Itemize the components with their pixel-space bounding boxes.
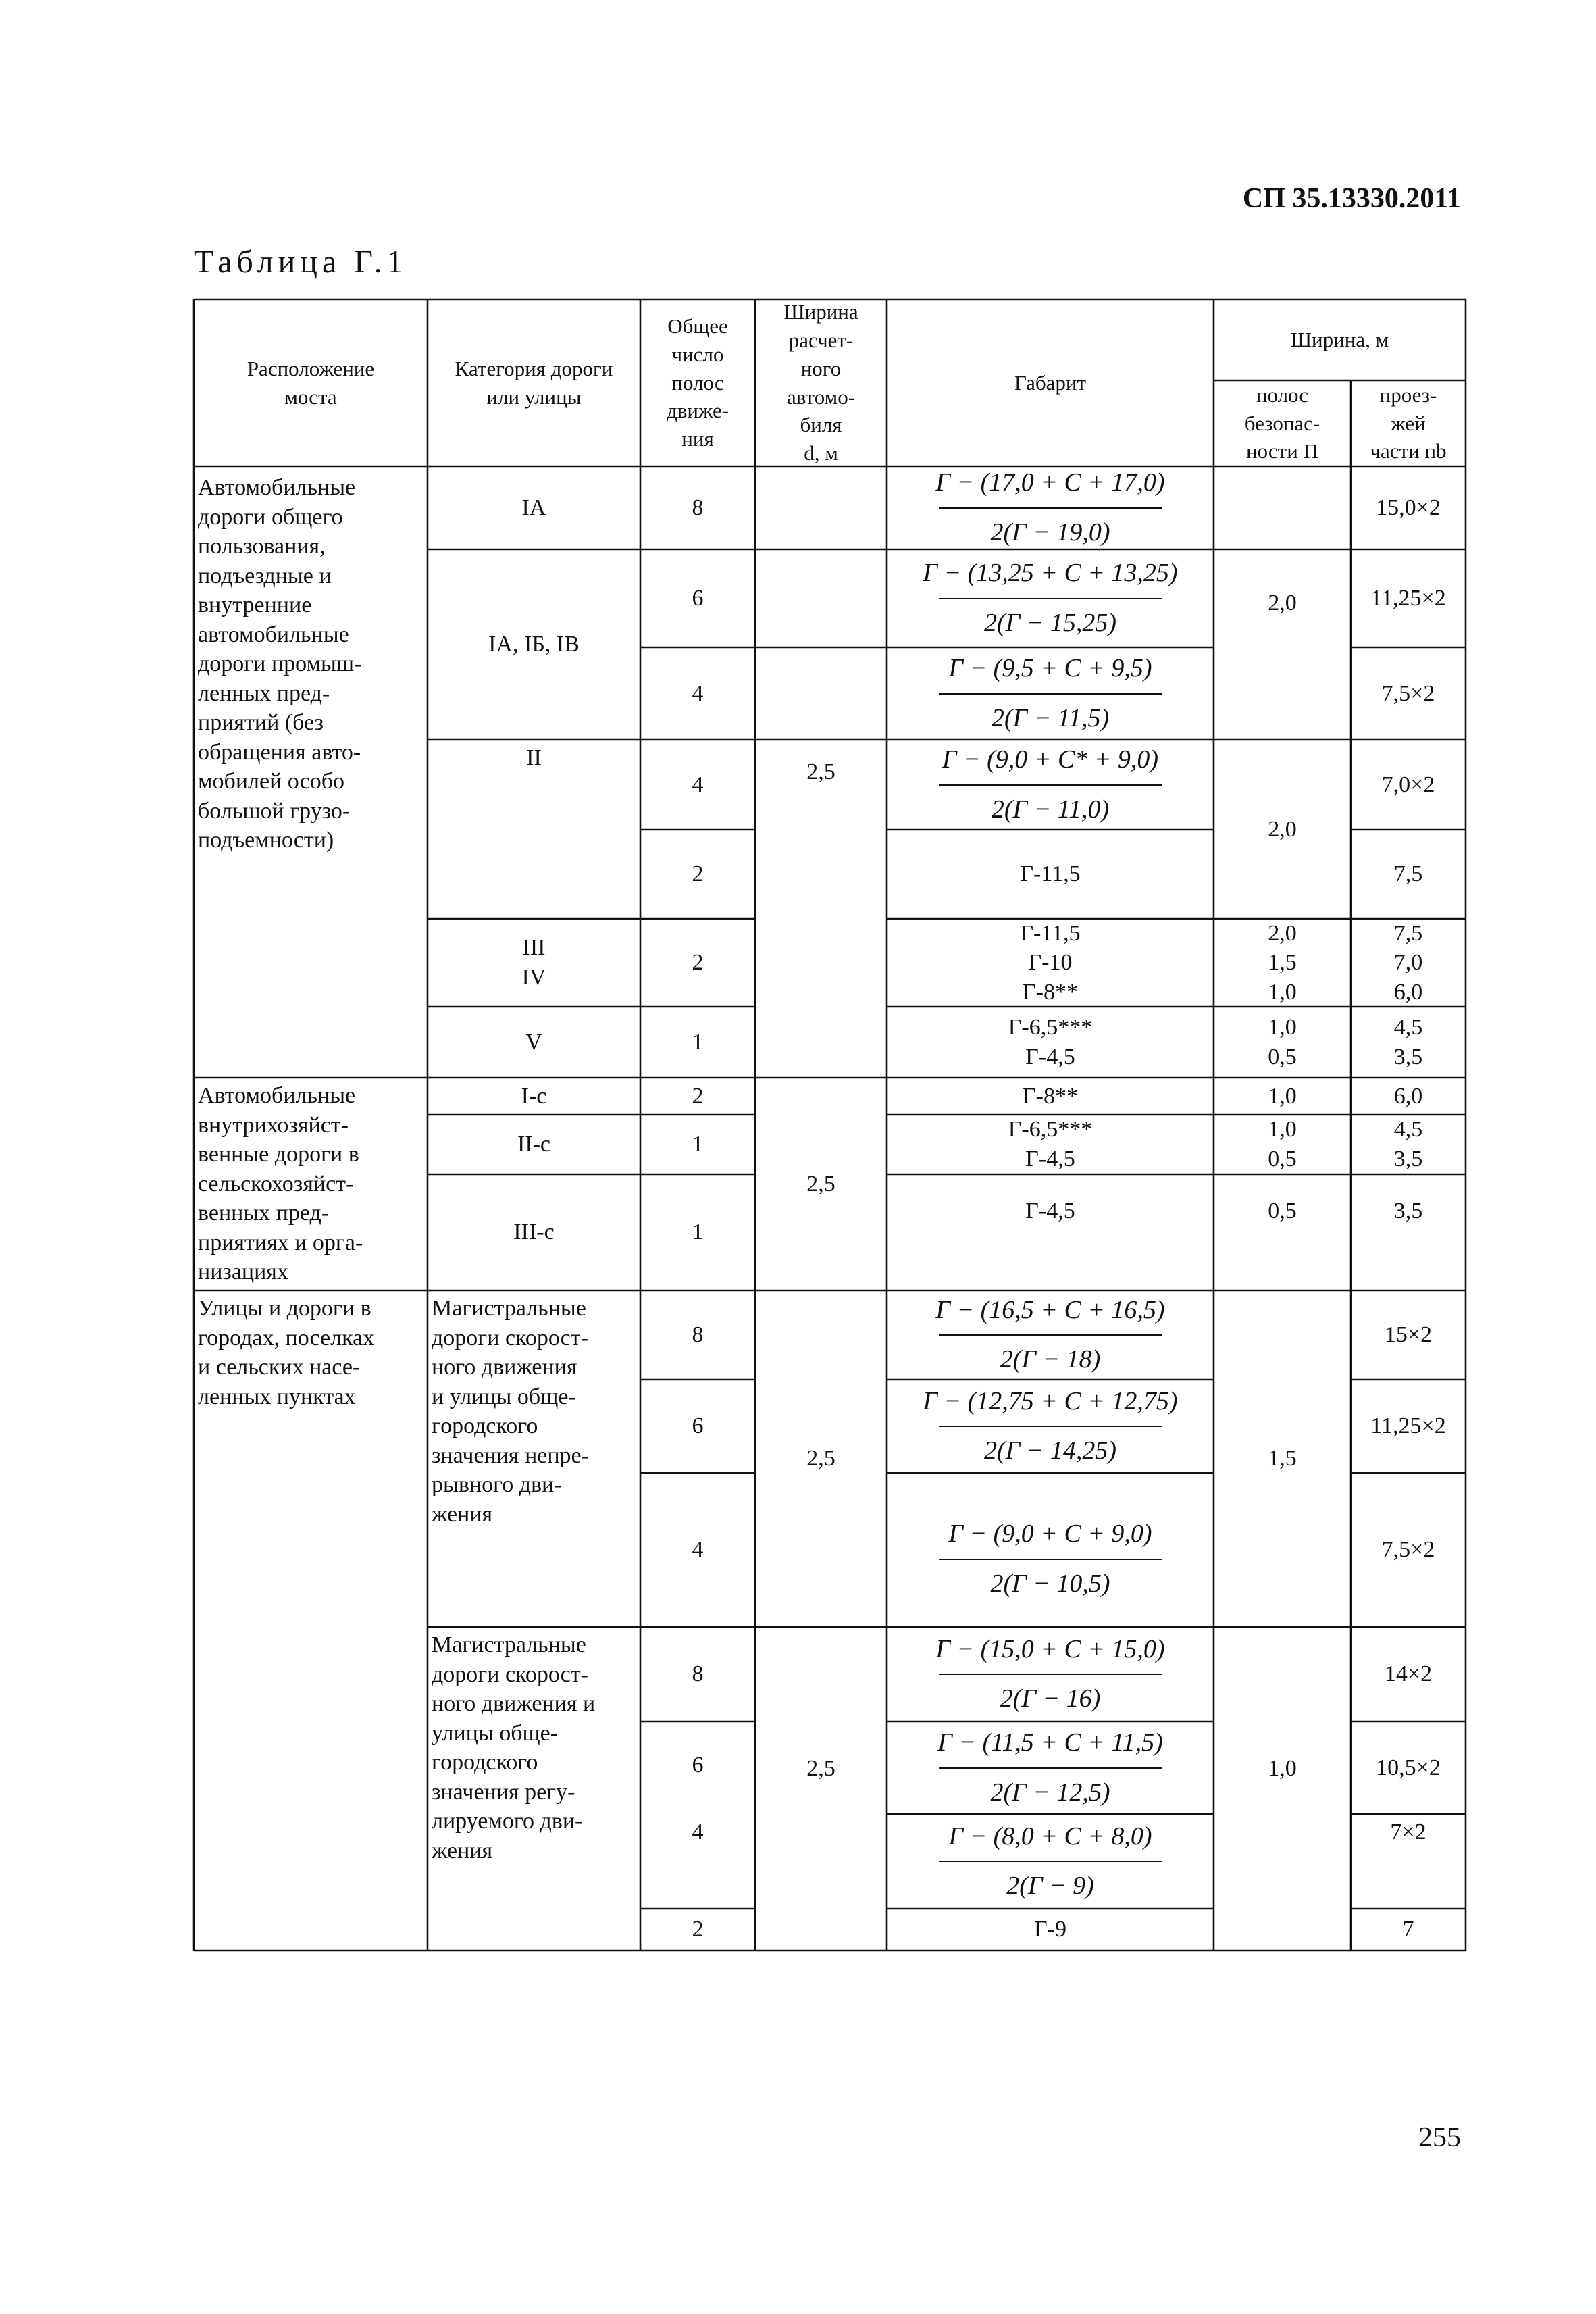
- row6-gabarit: Г-11,5 Г-10 Г-8**: [1020, 920, 1081, 1005]
- row17-lanes: 2: [692, 1917, 704, 1942]
- formula-numerator: Г − (15,0 + С + 15,0): [935, 1634, 1165, 1663]
- row7-category: V: [525, 1029, 542, 1055]
- group3a-car-width: 2,5: [806, 1446, 835, 1472]
- formula-denominator: 2(Г − 18): [1000, 1345, 1101, 1374]
- row4-category: II: [526, 745, 542, 770]
- row1-gabarit-formula: [887, 466, 1214, 549]
- fraction-bar: [939, 1334, 1161, 1336]
- formula-denominator: 2(Г − 11,0): [991, 795, 1110, 824]
- formula-numerator: Г − (9,5 + С + 9,5): [948, 654, 1152, 682]
- row7-gabarit: Г-6,5*** Г-4,5: [1008, 1014, 1093, 1070]
- row7-lanes: 1: [692, 1029, 704, 1055]
- formula-numerator: Г − (17,0 + С + 17,0): [935, 468, 1165, 497]
- row2-category: IA, IБ, IB: [488, 632, 580, 657]
- group1-location: Автомобильные дороги общего пользования, подъездные и внутренние автомобильные дороги промыш- ленных пред- приятий (без обращения авто- мобилей особо большой грузо- подъемности): [198, 475, 362, 853]
- row14-carriageway: 14×2: [1384, 1661, 1433, 1687]
- header-width-group: Ширина, м: [1290, 328, 1389, 352]
- row2-carriageway: 11,25×2: [1370, 585, 1446, 611]
- group3-location: Улицы и дороги в городах, поселках и сельских насе- ленных пунктах: [198, 1296, 375, 1409]
- row4-lanes: 4: [692, 772, 704, 797]
- formula-numerator: Г − (12,75 + С + 12,75): [923, 1386, 1178, 1415]
- formula-denominator: 2(Г − 15,25): [983, 608, 1117, 637]
- row16-gabarit-formula: [887, 1814, 1214, 1909]
- group2-car-width: 2,5: [806, 1171, 835, 1197]
- row17-carriageway: 7: [1402, 1917, 1414, 1942]
- formula-denominator: 2(Г − 19,0): [990, 518, 1110, 547]
- row9-category: II-c: [517, 1132, 551, 1157]
- row6-lanes: 2: [692, 950, 704, 976]
- formula-denominator: 2(Г − 12,5): [990, 1778, 1110, 1807]
- fraction-bar: [939, 1426, 1161, 1427]
- fraction-bar: [939, 784, 1161, 786]
- row14-lanes: 8: [692, 1661, 704, 1687]
- group1-car-width: 2,5: [806, 759, 835, 784]
- row13-carriageway: 7,5×2: [1381, 1537, 1435, 1563]
- formula-numerator: Г − (9,0 + С* + 9,0): [942, 745, 1159, 774]
- header-car-width: Ширина расчет- ного автомо- биля d, м: [783, 299, 858, 466]
- group3a-safety: 1,5: [1268, 1446, 1297, 1472]
- row9-lanes: 1: [692, 1132, 704, 1157]
- fraction-bar: [939, 1674, 1161, 1675]
- group3b-category: Магистральные дороги скорост- ного движения и улицы обще- городского значения регу- лируемого дви- жения: [432, 1632, 596, 1863]
- row9-gabarit: Г-6,5*** Г-4,5: [1008, 1117, 1093, 1172]
- formula-numerator: Г − (9,0 + С + 9,0): [948, 1519, 1152, 1548]
- formula-denominator: 2(Г − 14,25): [983, 1436, 1117, 1465]
- row5-lanes: 2: [692, 861, 704, 887]
- row16-lanes: 4: [692, 1819, 704, 1844]
- row2-lanes: 6: [692, 585, 704, 611]
- row1-category: IA: [521, 495, 546, 520]
- row11-lanes: 8: [692, 1322, 704, 1348]
- formula-numerator: Г − (13,25 + С + 13,25): [923, 559, 1178, 587]
- row15-carriageway: 10,5×2: [1376, 1755, 1441, 1780]
- row5-carriageway: 7,5: [1393, 861, 1423, 887]
- row12-gabarit-formula: [887, 1380, 1214, 1473]
- row10-safety: 0,5: [1268, 1199, 1297, 1224]
- row6-carriageway: 7,5 7,0 6,0: [1393, 920, 1423, 1005]
- formula-numerator: Г − (11,5 + С + 11,5): [937, 1728, 1163, 1757]
- row3-carriageway: 7,5×2: [1381, 680, 1435, 706]
- formula-numerator: Г − (8,0 + С + 8,0): [948, 1821, 1152, 1851]
- row13-gabarit-formula: [887, 1500, 1214, 1618]
- row7-carriageway: 4,5 3,5: [1393, 1014, 1423, 1070]
- row16-carriageway: 7×2: [1390, 1819, 1426, 1844]
- group2-location: Автомобильные внутрихозяйст- венные дороги в сельскохозяйст- венных пред- приятиях и орга- низациях: [198, 1083, 363, 1285]
- row12-carriageway: 11,25×2: [1370, 1413, 1446, 1439]
- row1-carriageway: 15,0×2: [1376, 495, 1441, 520]
- group1a-safety: 2,0: [1268, 590, 1297, 615]
- row11-carriageway: 15×2: [1384, 1322, 1433, 1348]
- row8-category: I-c: [521, 1083, 547, 1109]
- formula-numerator: Г − (16,5 + С + 16,5): [935, 1295, 1165, 1324]
- row4-gabarit-formula: [887, 740, 1214, 830]
- row3-gabarit-formula: [887, 647, 1214, 740]
- header-location: Расположение моста: [247, 356, 375, 409]
- row8-carriageway: 6,0: [1393, 1083, 1423, 1109]
- formula-denominator: 2(Г − 9): [1006, 1871, 1094, 1900]
- document-code: СП 35.13330.2011: [1242, 183, 1461, 214]
- row17-gabarit: Г-9: [1034, 1917, 1066, 1942]
- table-title: Таблица Г.1: [194, 244, 408, 280]
- fraction-bar: [939, 598, 1161, 599]
- fraction-bar: [939, 1559, 1161, 1560]
- row15-lanes: 6: [692, 1753, 704, 1778]
- row7-safety: 1,0 0,5: [1268, 1014, 1297, 1070]
- row10-category: III-c: [513, 1219, 555, 1245]
- row1-lanes: 8: [692, 495, 704, 520]
- header-carriageway: проез- жей части пb: [1370, 382, 1447, 463]
- fraction-bar: [939, 1767, 1161, 1769]
- row10-gabarit: Г-4,5: [1025, 1199, 1075, 1224]
- row3-lanes: 4: [692, 680, 704, 706]
- row9-carriageway: 4,5 3,5: [1393, 1117, 1423, 1172]
- row9-safety: 1,0 0,5: [1268, 1117, 1297, 1172]
- row6-category: III IV: [521, 935, 546, 990]
- formula-denominator: 2(Г − 11,5): [991, 703, 1110, 732]
- group3a-category: Магистральные дороги скорост- ного движения и улицы обще- городского значения непре- рывного дви- жения: [432, 1296, 589, 1527]
- group3b-safety: 1,0: [1268, 1756, 1297, 1782]
- row8-gabarit: Г-8**: [1023, 1083, 1078, 1109]
- fraction-bar: [939, 507, 1161, 509]
- header-gabarit: Габарит: [1014, 370, 1087, 395]
- row4-carriageway: 7,0×2: [1381, 772, 1435, 797]
- row2-gabarit-formula: [887, 549, 1214, 647]
- row6-safety: 2,0 1,5 1,0: [1268, 920, 1297, 1005]
- group1b-safety: 2,0: [1268, 816, 1297, 842]
- fraction-bar: [939, 693, 1161, 695]
- row14-gabarit-formula: [887, 1627, 1214, 1721]
- row8-lanes: 2: [692, 1083, 704, 1109]
- group3b-car-width: 2,5: [806, 1756, 835, 1782]
- row11-gabarit-formula: [887, 1290, 1214, 1380]
- header-safety-strip: полос безопас- ности П: [1244, 382, 1320, 463]
- header-category: Категория дороги или улицы: [455, 356, 613, 409]
- row10-lanes: 1: [692, 1219, 704, 1245]
- page-number: 255: [1418, 2122, 1461, 2153]
- header-lanes: Общее число полос движе- ния: [666, 313, 729, 451]
- row12-lanes: 6: [692, 1413, 704, 1439]
- formula-denominator: 2(Г − 16): [1000, 1684, 1101, 1713]
- fraction-bar: [939, 1861, 1161, 1862]
- row10-carriageway: 3,5: [1393, 1199, 1423, 1224]
- row8-safety: 1,0: [1268, 1083, 1297, 1109]
- row13-lanes: 4: [692, 1537, 704, 1563]
- row5-gabarit: Г-11,5: [1020, 861, 1081, 887]
- row15-gabarit-formula: [887, 1721, 1214, 1814]
- formula-denominator: 2(Г − 10,5): [990, 1569, 1110, 1598]
